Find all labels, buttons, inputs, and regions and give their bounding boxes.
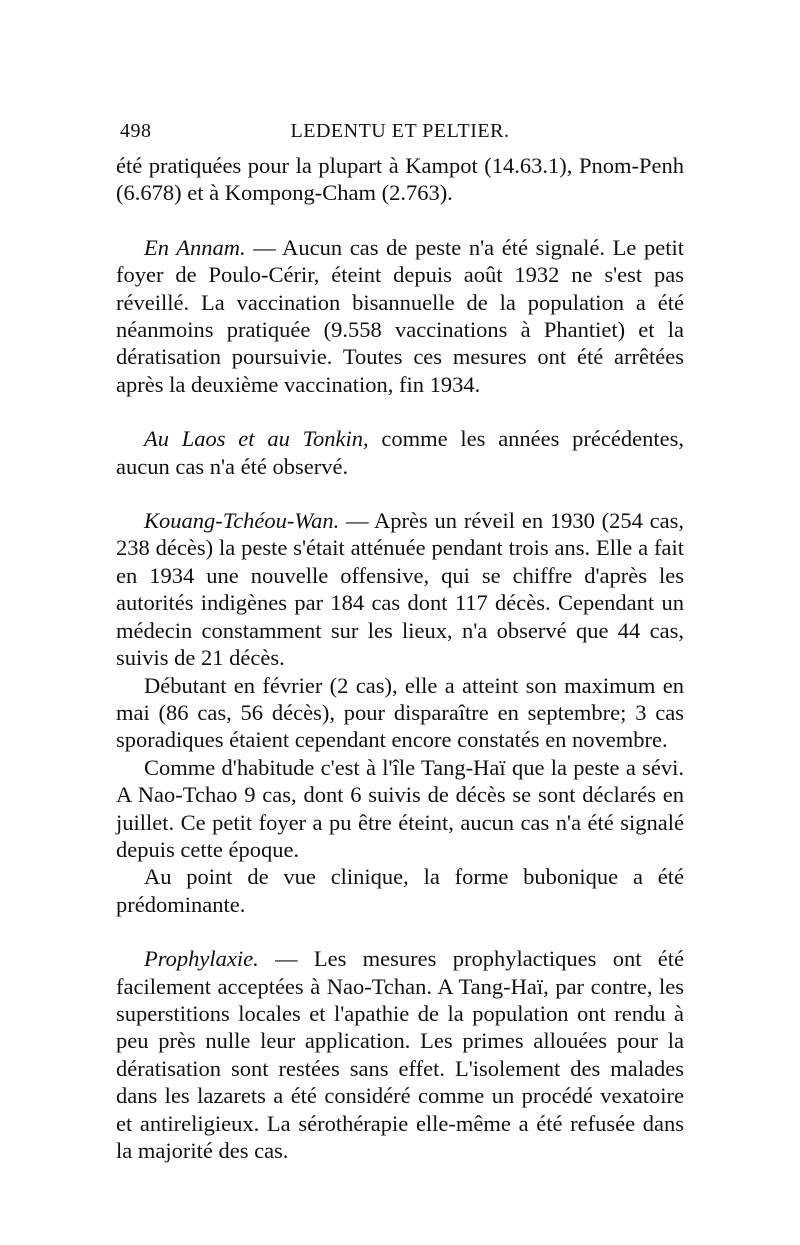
paragraph-continuation: été pratiquées pour la plupart à Kampot (14.63.1), Pnom-Penh (6.678) et à Kompong-Cham (2.763). [116, 153, 684, 206]
page-number: 498 [120, 120, 152, 142]
paragraph-debut: Débutant en février (2 cas), elle a atteint son maximum en mai (86 cas, 56 décès), pour disparaître en septembre; 3 cas sporadiques étaient cependant encore constatés en novembre. [116, 672, 684, 753]
running-header [120, 120, 680, 144]
paragraph-kouang-tcheou-wan: Kouang-Tchéou-Wan. — Après un réveil en 1930 (254 cas, 238 décès) la peste s'était atténuée pendant trois ans. Elle a fait en 1934 une nouvelle offensive, qui se chiffre d'après les autorités indigènes par 184 cas dont 117 décès. Cependant un médecin constamment sur les lieux, n'a observé que 44 cas, suivis de 21 décès. [116, 508, 684, 671]
paragraph-tang-hai: Comme d'habitude c'est à l'île Tang-Haï que la peste a sévi. A Nao-Tchao 9 cas, dont 6 suivis de décès se sont déclarés en juillet. Ce petit foyer a pu être éteint, aucun cas n'a été signalé depuis cette époque. [116, 754, 684, 862]
section-lead-prophylaxie: Prophylaxie. [144, 946, 259, 972]
paragraph-clinique: Au point de vue clinique, la forme bubonique a été prédominante. [116, 864, 684, 917]
section-lead-laos-tonkin: Au Laos et au Tonkin, [144, 426, 369, 452]
paragraph-prophylaxie: Prophylaxie. — Les mesures prophylactiques ont été facilement acceptées à Nao-Tchan. A Tang-Haï, par contre, les superstitions locales et l'apathie de la population ont rendu à peu près nulle leur application. Les primes allouées pour la dératisation sont restées sans effet. L'isolement des malades dans les lazarets a été considéré comme un procédé vexatoire et antireligieux. La sérothérapie elle-même a été refusée dans la majorité des cas. [116, 946, 684, 1163]
paragraph-annam: En Annam. — Aucun cas de peste n'a été signalé. Le petit foyer de Poulo-Cérir, éteint depuis août 1932 ne s'est pas réveillé. La vaccination bisannuelle de la population a été néanmoins pratiquée (9.558 vaccinations à Phantiet) et la dératisation poursuivie. Toutes ces mesures ont été arrêtées après la deuxième vaccination, fin 1934. [116, 234, 684, 397]
section-lead-kouang-tcheou-wan: Kouang-Tchéou-Wan. [144, 508, 340, 534]
paragraph-laos-tonkin: Au Laos et au Tonkin, comme les années précédentes, aucun cas n'a été observé. [116, 426, 684, 479]
running-title: LEDENTU ET PELTIER. [290, 120, 510, 142]
section-lead-annam: En Annam. [144, 234, 246, 260]
page-body [116, 152, 684, 1164]
